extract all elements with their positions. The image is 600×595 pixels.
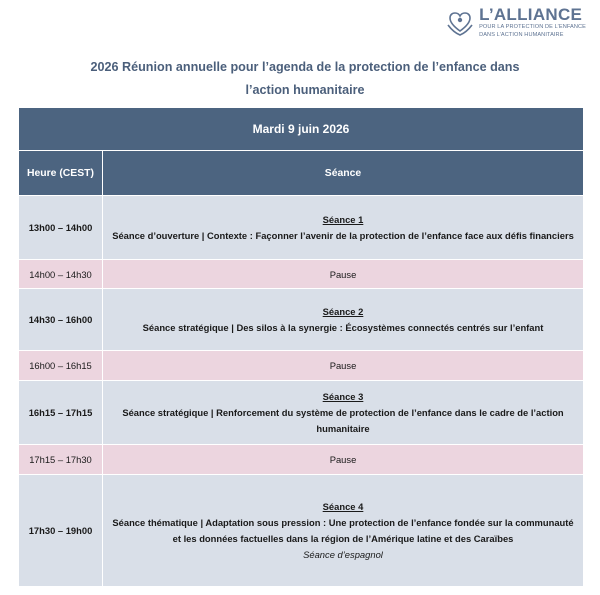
row-pause: Pause [103, 260, 584, 289]
row-time: 16h00 – 16h15 [19, 351, 103, 381]
hands-heart-logo-icon [445, 7, 475, 37]
session-number: Séance 2 [322, 305, 364, 317]
title-line-2: l’action humanitaire [245, 83, 365, 97]
row-time: 16h15 – 17h15 [19, 381, 103, 445]
logo-subtitle-1: POUR LA PROTECTION DE L’ENFANCE [479, 24, 586, 30]
table-row [19, 289, 584, 351]
row-session [103, 289, 584, 351]
table-row [19, 475, 584, 587]
agenda-table [18, 107, 584, 587]
title-line-1: 2026 Réunion annuelle pour l’agenda de la protection de l’enfance dans [90, 60, 520, 74]
table-row [19, 196, 584, 260]
row-session [103, 381, 584, 445]
table-row [19, 351, 584, 381]
column-header-session: Séance [103, 151, 584, 196]
session-title: Séance stratégique | Des silos à la synergie : Écosystèmes connectés centrés sur l’enfant [142, 321, 544, 333]
column-header-row [19, 151, 584, 196]
row-time: 13h00 – 14h00 [19, 196, 103, 260]
row-time: 17h30 – 19h00 [19, 475, 103, 587]
row-time: 14h00 – 14h30 [19, 260, 103, 289]
row-session [103, 196, 584, 260]
table-row [19, 260, 584, 289]
table-row [19, 381, 584, 445]
session-number: Séance 3 [322, 390, 364, 402]
session-title: Séance thématique | Adaptation sous pression : Une protection de l’enfance fondée sur la communauté et les données factuelles dans la région de l’Amérique latine et des Caraïbes [112, 516, 574, 544]
row-pause: Pause [103, 351, 584, 381]
row-pause: Pause [103, 445, 584, 475]
row-time: 17h15 – 17h30 [19, 445, 103, 475]
session-note: Séance d’espagnol [303, 548, 383, 560]
session-number: Séance 4 [322, 500, 364, 512]
day-header-row [19, 108, 584, 151]
session-number: Séance 1 [322, 213, 364, 225]
session-title: Séance stratégique | Renforcement du système de protection de l’enfance dans le cadre de l’action humanitaire [122, 406, 564, 434]
logo-subtitle-2: DANS L’ACTION HUMANITAIRE [479, 31, 564, 38]
column-header-time: Heure (CEST) [19, 151, 103, 196]
alliance-logo [445, 6, 586, 38]
logo-name: L’ALLIANCE [479, 5, 583, 24]
day-header: Mardi 9 juin 2026 [19, 108, 584, 151]
row-time: 14h30 – 16h00 [19, 289, 103, 351]
session-title: Séance d’ouverture | Contexte : Façonner l’avenir de la protection de l’enfance face aux défis financiers [112, 229, 574, 241]
row-session [103, 475, 584, 587]
document-title [40, 56, 570, 102]
table-row [19, 445, 584, 475]
